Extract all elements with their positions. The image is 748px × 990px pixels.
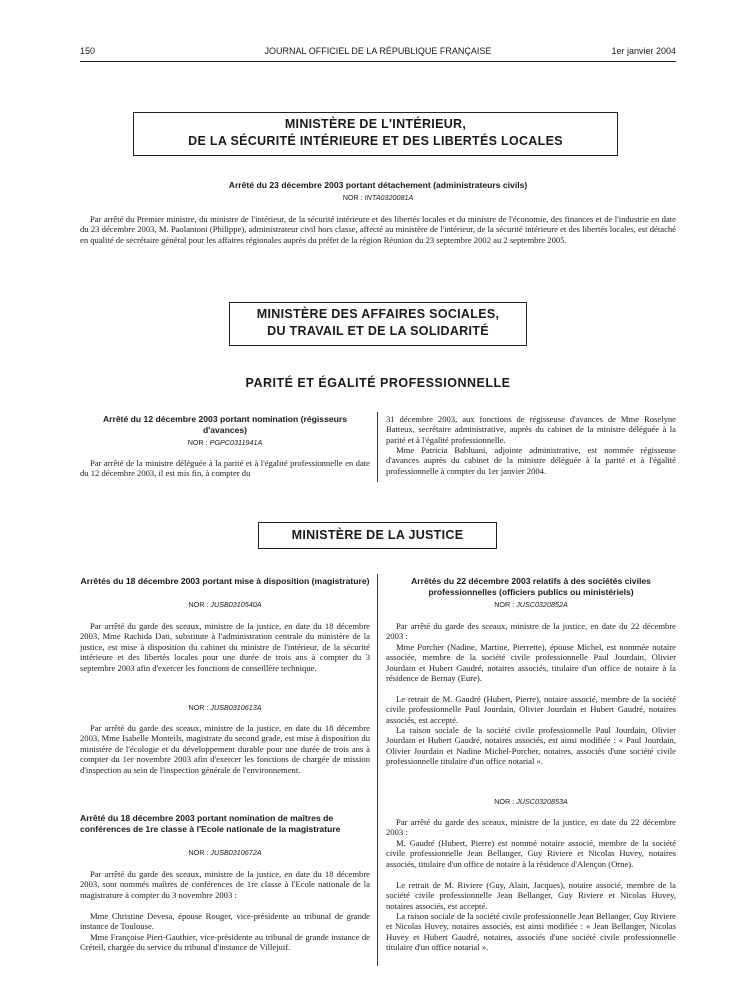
ministry-interieur-heading <box>133 112 618 156</box>
arrete-paragraph: Par arrêté du Premier ministre, du ministre de l'intérieur, de la sécurité intérieure et des libertés locales et du ministre de l'économie, des finances et de l'industrie en date du 23 décembre 2003, M. Paolantoni (Philippe), administrateur civil hors classe, affecté au ministère de l'intérieur, de la sécurité intérieure et des libertés locales, est détaché en qualité de secrétaire général pour les affaires régionales auprès du préfet de la région Réunion du 23 septembre 2002 au 2 septembre 2005. <box>80 214 676 245</box>
arrete-paragraph: Mme Porcher (Nadine, Martine, Pierrette), épouse Michel, est nommée notaire associée, membre de la société civile professionnelle Paul Jourdain, Olivier Jourdain et Hubert Gaudré, notaires associés, titulaire d'un office de notaire à la résidence de Bernay (Eure). <box>386 642 676 684</box>
arrete-paragraph: La raison sociale de la société civile professionnelle Paul Jourdain, Olivier Jourdain et Hubert Gaudré, notaires associés, est ainsi modifiée : « Paul Jourdain, Olivier Jourdain et Nadine Michel-Porcher, notaires, associés d'une société civile professionnelle titulaire d'un office notarial ». <box>386 725 676 767</box>
arrete-paragraph: Le retrait de M. Riviere (Guy, Alain, Jacques), notaire associé, membre de la société civile professionnelle Jean Bellanger, Guy Riviere et Nicolas Huvey, notaires associés, est accepté. <box>386 880 676 911</box>
arrete-title: Arrêtés du 22 décembre 2003 relatifs à des sociétés civiles professionnelles (officiers publics ou ministériels) <box>411 576 651 597</box>
nor-reference <box>80 848 370 858</box>
arrete-title: Arrêté du 12 décembre 2003 portant nomination (régisseurs d'avances) <box>102 414 348 435</box>
nor-reference <box>80 703 370 713</box>
ministry-interieur-line2: DE LA SÉCURITÉ INTÉRIEURE ET DES LIBERTÉS LOCALES <box>188 134 563 148</box>
nor-code: JUSC0320853A <box>516 797 568 806</box>
ministry-affaires-sociales-line2: DU TRAVAIL ET DE LA SOLIDARITÉ <box>267 324 489 338</box>
arrete-paragraph: Mme Françoise Pieri-Gauthier, vice-présidente au tribunal de grande instance de Créteil, chargée du service du tribunal d'instance de Villejuif. <box>80 932 370 953</box>
arrete-paragraph: Par arrêté du garde des sceaux, ministre de la justice, en date du 22 décembre 2003 : <box>386 621 676 642</box>
arrete-paragraph: Par arrêté du garde des sceaux, ministre de la justice, en date du 18 décembre 2003, Mme Isabelle Monteils, magistrate du second grade, est mise à disposition du ministère de l'écologie et du développement durable pour une durée de trois ans à compter du 1er novembre 2003 afin d'exercer les fonctions de chargée de mission d'inspection au sein de l'inspection générale de l'environnement. <box>80 723 370 775</box>
nor-label: NOR : <box>342 193 363 202</box>
nor-code: INTA0320081A <box>364 193 414 202</box>
nor-label: NOR : <box>188 600 209 609</box>
issue-date: 1er janvier 2004 <box>611 46 676 56</box>
arrete-title: Arrêté du 18 décembre 2003 portant nomination de maîtres de conférences de 1re classe à l'Ecole nationale de la magistrature <box>80 813 341 834</box>
ministry-interieur-line1: MINISTÈRE DE L'INTÉRIEUR, <box>284 117 467 131</box>
arrete-paragraph: Par arrêté du garde des sceaux, ministre de la justice, en date du 18 décembre 2003, sont nommés maîtres de conférences de 1re classe à l'Ecole nationale de la magistrature à compter du 3 novembre 2003 : <box>80 869 370 900</box>
nor-label: NOR : <box>494 797 515 806</box>
arrete-paragraph: M. Gaudré (Hubert, Pierre) est nommé notaire associé, membre de la société civile professionnelle Jean Bellanger, Guy Riviere et Nicolas Huvey, notaires associés, titulaire d'un office de notaire à la résidence d'Alençon (Orne). <box>386 838 676 869</box>
arrete-title: Arrêtés du 18 décembre 2003 portant mise à disposition (magistrature) <box>80 576 370 586</box>
nor-code: JUSB0310540A <box>210 600 262 609</box>
nor-reference <box>80 193 676 203</box>
nor-reference <box>386 600 676 610</box>
nor-reference <box>386 797 676 807</box>
section-heading: PARITÉ ET ÉGALITÉ PROFESSIONNELLE <box>245 376 511 390</box>
page-header <box>80 44 676 60</box>
arrete-title: Arrêté du 23 décembre 2003 portant détachement (administrateurs civils) <box>228 180 528 190</box>
nor-label: NOR : <box>494 600 515 609</box>
arrete-paragraph: Le retrait de M. Gaudré (Hubert, Pierre), notaire associé, membre de la société civile professionnelle Paul Jourdain, Olivier Jourdain et Hubert Gaudré, notaires associés, est accepté. <box>386 694 676 725</box>
nor-reference <box>80 438 370 448</box>
nor-code: JUSC0320852A <box>516 600 568 609</box>
journal-title: JOURNAL OFFICIEL DE LA RÉPUBLIQUE FRANÇAISE <box>264 46 492 56</box>
nor-reference <box>80 600 370 610</box>
nor-code: PGPC0311941A <box>209 438 263 447</box>
arrete-paragraph: Par arrêté du garde des sceaux, ministre de la justice, en date du 18 décembre 2003, Mme Rachida Dati, substitute à l'administration centrale du ministère de la justice, est mise à disposition du cabinet du ministre de l'intérieur, de la sécurité intérieure et des libertés locales pour une durée de trois ans à compter du 3 septembre 2003 afin d'exercer les fonctions de conseillère technique. <box>80 621 370 673</box>
nor-code: JUSB0310613A <box>210 703 262 712</box>
header-rule <box>80 61 676 62</box>
ministry-affaires-sociales-heading <box>229 302 527 346</box>
nor-label: NOR : <box>188 848 209 857</box>
arrete-paragraph: Par arrêté de la ministre déléguée à la parité et à l'égalité professionnelle en date du 12 décembre 2003, il est mis fin, à compter du <box>80 458 370 479</box>
page-number: 150 <box>80 46 96 56</box>
arrete-paragraph: 31 décembre 2003, aux fonctions de régisseuse d'avances de Mme Roselyne Batteux, secrétaire administrative, auprès du cabinet de la ministre déléguée à la parité et à l'égalité professionnelle. <box>386 414 676 445</box>
nor-label: NOR : <box>187 438 208 447</box>
nor-label: NOR : <box>188 703 209 712</box>
nor-code: JUSB0310672A <box>210 848 262 857</box>
arrete-paragraph: Mme Christine Devesa, épouse Rouger, vice-présidente au tribunal de grande instance de Toulouse. <box>80 911 370 932</box>
ministry-justice-heading <box>258 522 497 549</box>
column-divider <box>377 412 378 482</box>
arrete-paragraph: La raison sociale de la société civile professionnelle Jean Bellanger, Guy Riviere et Nicolas Huvey, notaires associés, est ainsi modifiée : « Jean Bellanger, Nicolas Huvey et Hubert Gaudré, notaires, associés d'une société civile professionnelle titulaire d'un office notarial ». <box>386 911 676 953</box>
ministry-affaires-sociales-line1: MINISTÈRE DES AFFAIRES SOCIALES, <box>256 307 500 321</box>
column-divider <box>377 574 378 966</box>
arrete-paragraph: Mme Patricia Babluani, adjointe administrative, est nommée régisseuse d'avances auprès du cabinet de la ministre déléguée à la parité et à l'égalité professionnelle à compter du 1er janvier 2004. <box>386 445 676 476</box>
ministry-justice-title: MINISTÈRE DE LA JUSTICE <box>291 528 464 542</box>
arrete-paragraph: Par arrêté du garde des sceaux, ministre de la justice, en date du 22 décembre 2003 : <box>386 817 676 838</box>
